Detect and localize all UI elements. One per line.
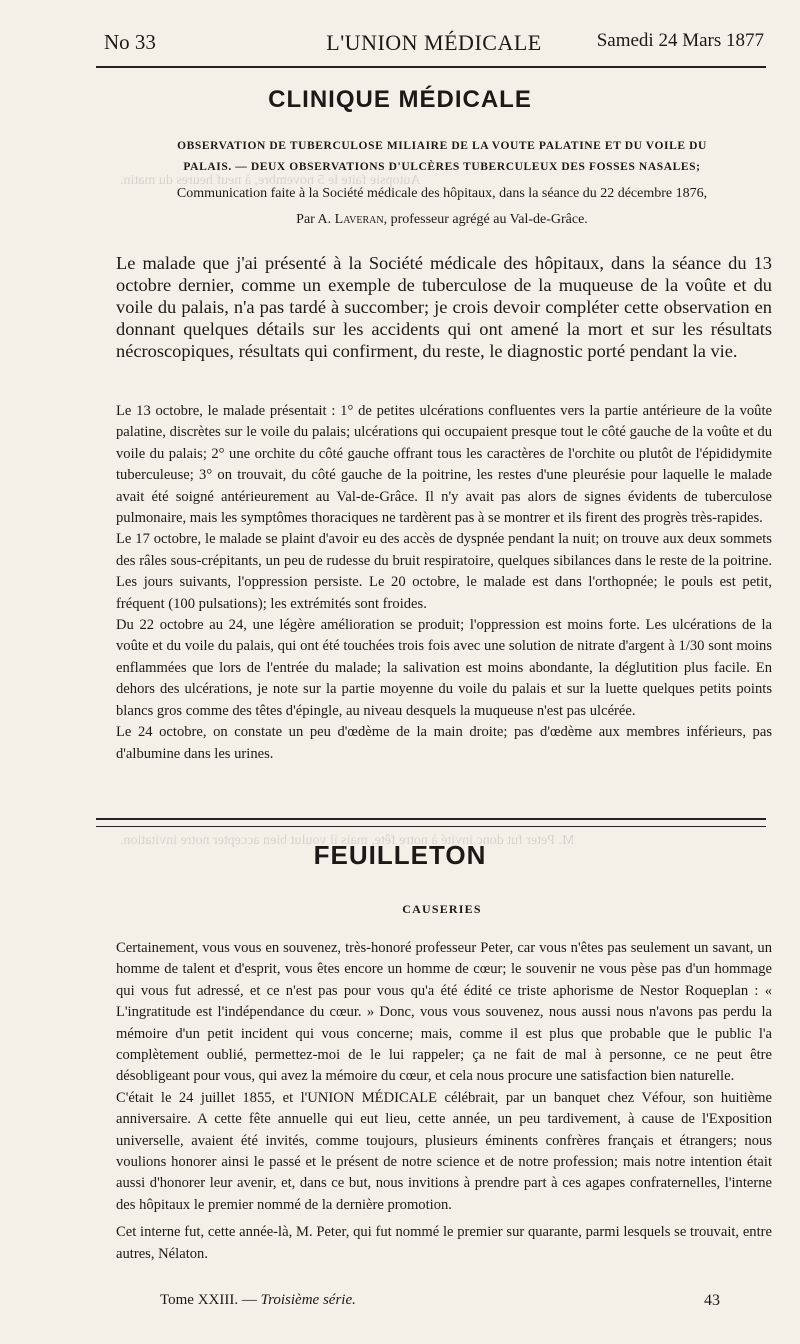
clinical-paragraph: Le 13 octobre, le malade présentait : 1° de petites ulcérations confluentes vers la partie antérieure de la voûte palatine, discrètes sur le voile du palais; ulcérations qui occupaient presque tout le côté gauche de la voûte et du voile du palais; 2° une orchite du côté gauche offrant tous les caractères de l'orchite ou plutôt de l'épididymite tuberculeuse; 3° on trouvait, du côté gauche de la poitrine, les restes d'une pleurésie pour laquelle le malade avait été soigné antérieurement au Val-de-Grâce. Il n'y avait pas alors de signes évidents de tuberculose pulmonaire, mais les symptômes thoraciques ne tardèrent pas à se montrer et ils firent des progrès très-rapides.: [116, 403, 772, 527]
feuilleton-paragraph: Certainement, vous vous en souvenez, très-honoré professeur Peter, car vous n'êtes pas seulement un savant, un homme de talent et d'esprit, vous êtes encore un homme de cœur; le souvenir ne vous pèse pas d'un hommage qui vous fut adressé, et ce n'est pas pour vous qu'a été édité ce triste aphorisme de Nestor Roqueplan : « L'ingratitude est l'indépendance du cœur. » Donc, vous vous souvenez, nous aussi nous n'avons pas perdu la mémoire d'un petit incident qui vous concerne; mais, comme il est plus que probable que le public l'a complètement oublié, permettez-moi de le lui rappeler; ça ne fait de mal à personne, ce ne peut être désobligeant pour vous, qui avez la mémoire du cœur, et cela nous procure une satisfaction bien naturelle.: [116, 940, 772, 1085]
communication-note: Communication faite à la Société médicale des hôpitaux, dans la séance du 22 décembre 1876,: [176, 186, 708, 201]
clinical-paragraph: Du 22 octobre au 24, une légère amélioration se produit; l'oppression est moins forte. Les ulcérations de la voûte et du voile du palais, qui ont été touchées trois fois avec une solution de nitrate d'argent à 1/30 sont moins enflammées que lors de l'entrée du malade; la salivation est moins abondante, la déglutition plus facile. En dehors des ulcérations, je note sur la partie moyenne du voile du palais et sur la luette quelques petits points blancs gros comme des têtes d'épingle, au niveau desquels la muqueuse n'est pas ulcérée.: [116, 617, 772, 719]
author-prefix: Par A.: [296, 212, 335, 227]
volume-tome: Tome XXIII. —: [160, 1292, 261, 1308]
feuilleton-body: [116, 938, 772, 1265]
volume-series: Troisième série.: [260, 1292, 356, 1308]
bleed-through-text: Autopsie faite le 5 novembre, à neuf heures du matin.: [120, 173, 421, 188]
section-title-feuilleton: FEUILLETON: [313, 840, 487, 870]
observation-title: [112, 136, 772, 178]
author-line: [112, 212, 772, 228]
feuilleton-rule: [96, 818, 766, 827]
feuilleton-subtitle: CAUSERIES: [402, 902, 482, 916]
observation-title-line-2: PALAIS. — DEUX OBSERVATIONS D'ULCÈRES TUBERCULEUX DES FOSSES NASALES;: [183, 161, 701, 173]
bleed-through-text: M. Peter fut donc invité à notre fête, mais il voulut bien accepter notre invitation.: [120, 833, 575, 848]
author-name: Laveran: [334, 212, 384, 227]
clinical-paragraph: Le 24 octobre, on constate un peu d'œdème de la main droite; pas d'œdème aux membres inférieurs, pas d'albumine dans les urines.: [116, 724, 772, 762]
clinical-body: [116, 401, 772, 765]
page-number: 43: [704, 1292, 720, 1309]
author-suffix: , professeur agrégé au Val-de-Grâce.: [383, 212, 588, 227]
running-header: [104, 24, 764, 60]
feuilleton-paragraph: Cet interne fut, cette année-là, M. Peter, qui fut nommé le premier sur quarante, parmi lesquels se trouvait, entre autres, Nélaton.: [116, 1224, 772, 1262]
clinical-paragraph: Le 17 octobre, le malade se plaint d'avoir eu des accès de dyspnée pendant la nuit; on trouve aux deux sommets des râles sous-crépitants, un peu de rudesse du bruit respiratoire, quelques sibilances dans le reste de la poitrine. Les jours suivants, l'oppression persiste. Le 20 octobre, le malade est dans l'orthopnée; le pouls est petit, fréquent (100 pulsations); les extrémités sont froides.: [116, 531, 772, 612]
header-rule: [96, 66, 766, 68]
issue-number: No 33: [104, 30, 156, 54]
feuilleton-paragraph: C'était le 24 juillet 1855, et l'UNION MÉDICALE célébrait, par un banquet chez Véfour, son huitième anniversaire. A cette fête annuelle qui eut lieu, cette année, un peu tardivement, à cause de l'Exposition universelle, avaient été invités, comme toujours, plusieurs éminents confrères français et étrangers; nous voulions honorer ainsi le passé et le présent de notre science et de notre profession; mais notre intention était aussi d'honorer leur avenir, et, dans ce but, nous invitions à prendre part à ces agapes confraternelles, l'interne des hôpitaux le premier nommé de la dernière promotion.: [116, 1089, 772, 1213]
journal-title: L'UNION MÉDICALE: [326, 30, 542, 55]
volume-info: [160, 1292, 356, 1309]
lead-paragraph: Le malade que j'ai présenté à la Société médicale des hôpitaux, dans la séance du 13 octobre dernier, comme un exemple de tuberculose de la muqueuse de la voûte et du voile du palais, n'a pas tardé à succomber; je crois devoir compléter cette observation en donnant quelques détails sur les accidents qui ont amené la mort et sur les résultats nécroscopiques, résultats qui confirment, du reste, le diagnostic porté pendant la vie.: [116, 253, 772, 361]
issue-date: Samedi 24 Mars 1877: [596, 30, 764, 51]
section-title-clinique: CLINIQUE MÉDICALE: [268, 86, 532, 113]
page-footer: [160, 1292, 720, 1316]
observation-title-line-1: OBSERVATION DE TUBERCULOSE MILIAIRE DE LA VOUTE PALATINE ET DU VOILE DU: [177, 140, 707, 152]
